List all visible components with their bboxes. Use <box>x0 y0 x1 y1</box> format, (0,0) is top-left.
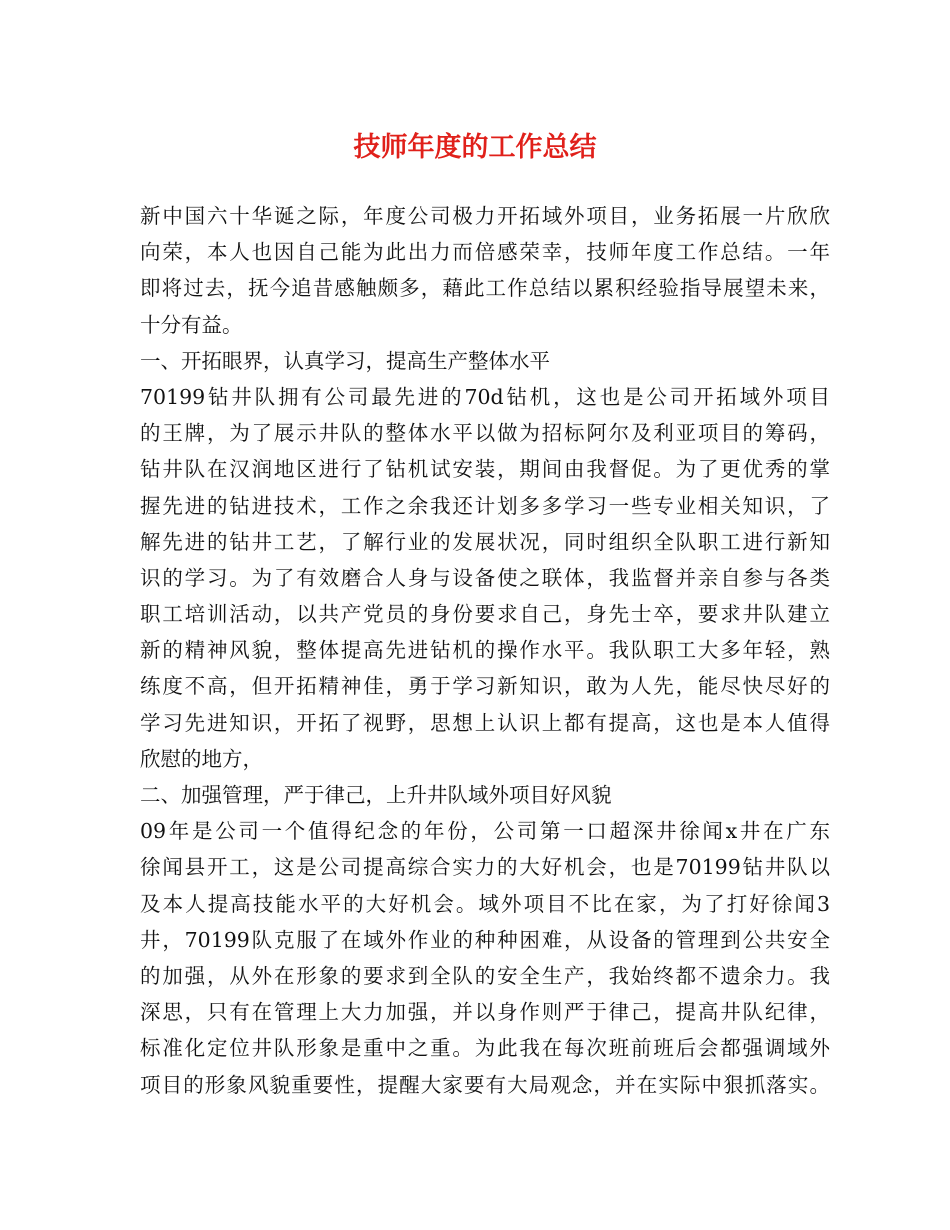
body-line: 项目的形象风貌重要性，提醒大家要有大局观念，并在实际中狠抓落实。 <box>140 1072 830 1097</box>
body-line: 井，70199队克服了在域外作业的种种困难，从设备的管理到公共安全 <box>140 927 830 952</box>
body-line: 即将过去，抚今追昔感触颇多，藉此工作总结以累积经验指导展望未来， <box>140 276 830 301</box>
body-line: 职工培训活动，以共产党员的身份要求自己，身先士卒，要求井队建立 <box>140 602 830 627</box>
body-line: 70199钻井队拥有公司最先进的70d钻机，这也是公司开拓域外项目 <box>140 384 830 409</box>
body-line: 的王牌，为了展示井队的整体水平以做为招标阿尔及利亚项目的筹码， <box>140 421 830 446</box>
document-body <box>140 198 830 1103</box>
document-title: 技师年度的工作总结 <box>353 132 597 163</box>
body-line: 学习先进知识，开拓了视野，思想上认识上都有提高，这也是本人值得 <box>140 710 830 735</box>
body-line: 新的精神风貌，整体提高先进钻机的操作水平。我队职工大多年轻，熟 <box>140 638 830 663</box>
body-line: 的加强，从外在形象的要求到全队的安全生产，我始终都不遗余力。我 <box>140 963 830 988</box>
body-line: 二、加强管理，严于律己，上升井队域外项目好风貌 <box>140 783 612 807</box>
body-line: 解先进的钻井工艺，了解行业的发展状况，同时组织全队职工进行新知 <box>140 529 830 554</box>
body-line: 及本人提高技能水平的大好机会。域外项目不比在家，为了打好徐闻3 <box>140 891 830 916</box>
body-line: 练度不高，但开拓精神佳，勇于学习新知识，敢为人先，能尽快尽好的 <box>140 674 830 699</box>
body-line: 向荣，本人也因自己能为此出力而倍感荣幸，技师年度工作总结。一年 <box>140 240 830 265</box>
body-line: 深思，只有在管理上大力加强，并以身作则严于律己，提高井队纪律， <box>140 1000 830 1025</box>
body-line: 握先进的钻进技术，工作之余我还计划多多学习一些专业相关知识，了 <box>140 493 830 518</box>
body-line: 钻井队在汉润地区进行了钻机试安装，期间由我督促。为了更优秀的掌 <box>140 457 830 482</box>
body-line: 标准化定位井队形象是重中之重。为此我在每次班前班后会都强调域外 <box>140 1036 830 1061</box>
body-line: 十分有益。 <box>140 312 243 337</box>
body-line: 识的学习。为了有效磨合人身与设备使之联体，我监督并亲自参与各类 <box>140 565 830 590</box>
body-line: 徐闻县开工，这是公司提高综合实力的大好机会，也是70199钻井队以 <box>140 855 830 880</box>
body-line: 新中国六十华诞之际，年度公司极力开拓域外项目，业务拓展一片欣欣 <box>140 204 830 228</box>
body-line: 09年是公司一个值得纪念的年份，公司第一口超深井徐闻x井在广东 <box>140 819 830 844</box>
body-line: 欣慰的地方， <box>140 746 263 771</box>
body-line: 一、开拓眼界，认真学习，提高生产整体水平 <box>140 348 550 373</box>
